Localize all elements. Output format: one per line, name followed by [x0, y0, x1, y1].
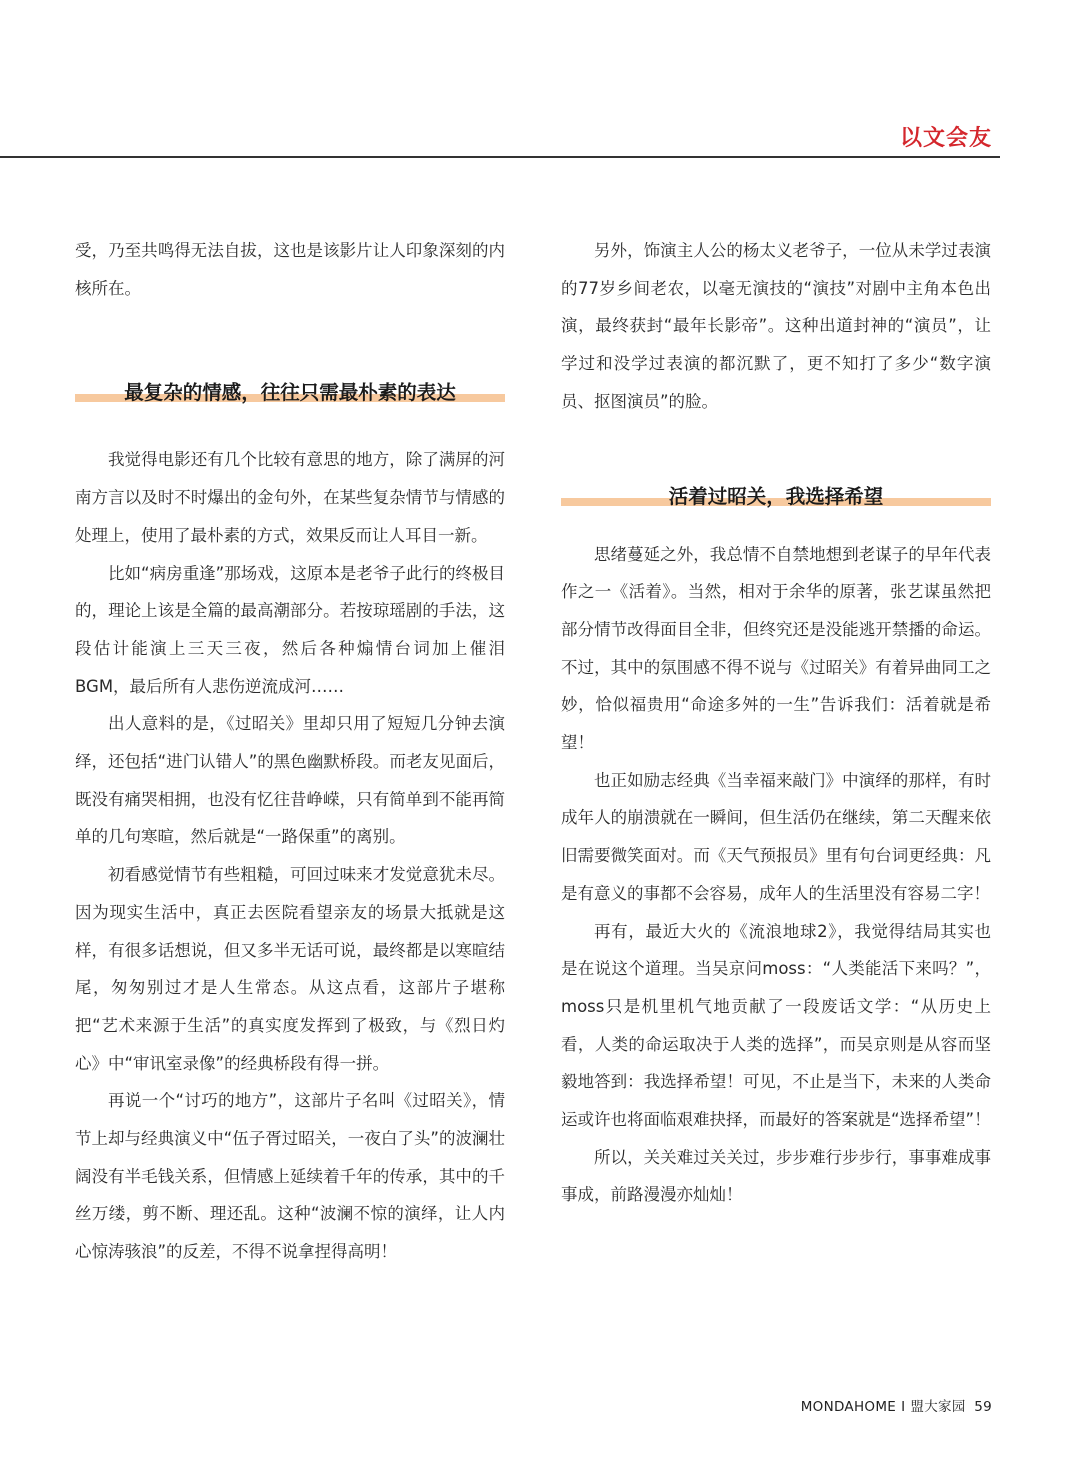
page-number: 59	[974, 1399, 992, 1415]
paragraph: 出人意料的是，《过昭关》里却只用了短短几分钟去演绎，还包括“进门认错人”的黑色幽默桥段。而老友见面后，既没有痛哭相拥，也没有忆往昔峥嵘，只有简单到不能再简单的几句寒暄，然后就是“一路保重”的离别。	[75, 714, 505, 847]
paragraph: 所以，关关难过关关过，步步难行步步行，事事难成事事成，前路漫漫亦灿灿！	[561, 1147, 991, 1205]
paragraph: 也正如励志经典《当幸福来敲门》中演绎的那样，有时成年人的崩溃就在一瞬间，但生活仍在继续，第二天醒来依旧需要微笑面对。而《天气预报员》里有句台词更经典：凡是有意义的事都不会容易，成年人的生活里没有容易二字！	[561, 770, 991, 903]
paragraph: 另外，饰演主人公的杨太义老爷子，一位从未学过表演的77岁乡间老农，以毫无演技的“演技”对剧中主角本色出演，最终获封“最年长影帝”。这种出道封神的“演员”，让学过和没学过表演的都沉默了，更不知打了多少“数字演员、抠图演员”的脸。	[561, 241, 991, 411]
left-column	[75, 232, 505, 1271]
footer-separator: I	[901, 1399, 906, 1415]
right-column	[561, 232, 991, 1214]
paragraph: 再有，最近大火的《流浪地球2》，我觉得结局其实也是在说这个道理。当吴京问moss：“人类能活下来吗？”，moss只是机里机气地贡献了一段废话文学：“从历史上看，人类的命运取决于人类的选择”，而吴京则是从容而坚毅地答到：我选择希望！可见，不止是当下，未来的人类命运或许也将面临艰难抉择，而最好的答案就是“选择希望”！	[561, 921, 991, 1130]
section-heading	[75, 364, 505, 418]
paragraph: 初看感觉情节有些粗糙，可回过味来才发觉意犹未尽。因为现实生活中，真正去医院看望亲友的场景大抵就是这样，有很多话想说，但又多半无话可说，最终都是以寒暄结尾，匆匆别过才是人生常态。从这点看，这部片子堪称把“艺术来源于生活”的真实度发挥到了极致，与《烈日灼心》中“审讯室录像”的经典桥段有得一拼。	[75, 865, 505, 1073]
paragraph: 思绪蔓延之外，我总情不自禁地想到老谋子的早年代表作之一《活着》。当然，相对于余华的原著，张艺谋虽然把部分情节改得面目全非，但终究还是没能逃开禁播的命运。不过，其中的氛围感不得不说与《过昭关》有着异曲同工之妙，恰似福贵用“命途多舛的一生”告诉我们：活着就是希望！	[561, 544, 991, 753]
heading-text: 活着过昭关，我选择希望	[668, 484, 884, 508]
section-tag: 以文会友	[899, 126, 992, 151]
footer-brand: MONDAHOME	[800, 1399, 897, 1415]
header-divider	[0, 156, 1000, 158]
paragraph: 比如“病房重逢”那场戏，这原本是老爷子此行的终极目的，理论上该是全篇的最高潮部分。若按琼瑶剧的手法，这段估计能演上三天三夜，然后各种煽情台词加上催泪BGM，最后所有人悲伤逆流成河……	[75, 563, 505, 696]
section-heading	[561, 468, 991, 522]
paragraph: 再说一个“讨巧的地方”，这部片子名叫《过昭关》，情节上却与经典演义中“伍子胥过昭关，一夜白了头”的波澜壮阔没有半毛钱关系，但情感上延续着千年的传承，其中的千丝万缕，剪不断、理还乱。这种“波澜不惊的演绎，让人内心惊涛骇浪”的反差，不得不说拿捏得高明！	[75, 1091, 505, 1262]
paragraph: 受，乃至共鸣得无法自拔，这也是该影片让人印象深刻的内核所在。	[75, 241, 505, 298]
footer-magazine-name: 盟大家园	[910, 1399, 966, 1415]
heading-text: 最复杂的情感，往往只需最朴素的表达	[124, 381, 456, 405]
paragraph: 我觉得电影还有几个比较有意思的地方，除了满屏的河南方言以及时不时爆出的金句外，在某些复杂情节与情感的处理上，使用了最朴素的方式，效果反而让人耳目一新。	[75, 450, 505, 545]
page-footer	[801, 1395, 992, 1415]
